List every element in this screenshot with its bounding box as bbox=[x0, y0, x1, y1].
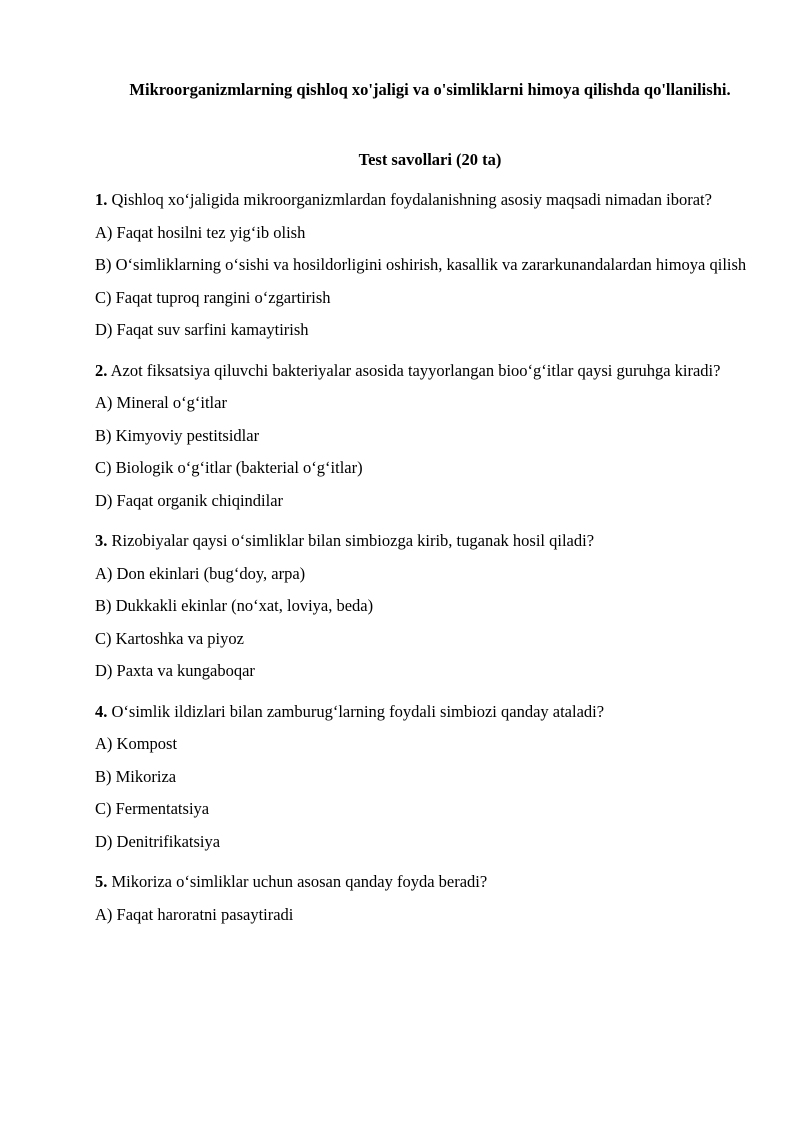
question-body: Rizobiyalar qaysi o‘simliklar bilan simbiozga kirib, tuganak hosil qiladi? bbox=[111, 531, 595, 550]
question-number: 2. bbox=[95, 360, 108, 380]
question-body: Azot fiksatsiya qiluvchi bakteriyalar asosida tayyorlangan bioo‘g‘itlar qaysi guruhga kiradi? bbox=[110, 360, 721, 380]
document-title: Mikroorganizmlarning qishloq xo'jaligi va o'simliklarni himoya qilishda qo'llanilishi. bbox=[129, 80, 731, 99]
answer-option: A) Kompost bbox=[95, 734, 178, 753]
answer-option: B) Dukkakli ekinlar (no‘xat, loviya, beda) bbox=[95, 596, 374, 615]
answer-option: B) Mikoriza bbox=[95, 766, 177, 786]
question-number: 5. bbox=[95, 872, 108, 891]
question-number: 4. bbox=[95, 701, 108, 721]
question-text bbox=[95, 866, 765, 899]
answer-option: C) Faqat tuproq rangini o‘zgartirish bbox=[95, 287, 331, 307]
answer-option: A) Mineral o‘g‘itlar bbox=[95, 393, 227, 412]
answer-option: D) Faqat suv sarfini kamaytirish bbox=[95, 320, 309, 339]
question-list bbox=[95, 184, 765, 939]
answer-option: C) Fermentatsiya bbox=[95, 799, 210, 818]
answer-option: C) Kartoshka va piyoz bbox=[95, 628, 244, 648]
question-item bbox=[95, 184, 765, 347]
question-text bbox=[95, 184, 765, 217]
question-item bbox=[95, 866, 765, 931]
question-body: Mikoriza o‘simliklar uchun asosan qanday foyda beradi? bbox=[111, 872, 488, 891]
question-item bbox=[95, 355, 765, 518]
question-text bbox=[95, 355, 765, 388]
answer-option: B) O‘simliklarning o‘sishi va hosildorligini oshirish, kasallik va zararkunandalardan himoya qilish bbox=[95, 255, 747, 274]
answer-option: A) Faqat hosilni tez yig‘ib olish bbox=[95, 222, 306, 242]
question-item bbox=[95, 696, 765, 859]
question-text bbox=[95, 696, 765, 729]
question-item bbox=[95, 525, 765, 688]
answer-option: C) Biologik o‘g‘itlar (bakterial o‘g‘itlar) bbox=[95, 458, 363, 477]
question-text bbox=[95, 525, 765, 558]
answer-option: A) Faqat haroratni pasaytiradi bbox=[95, 904, 294, 924]
answer-option: A) Don ekinlari (bug‘doy, arpa) bbox=[95, 563, 306, 583]
question-body: Qishloq xo‘jaligida mikroorganizmlardan foydalanishning asosiy maqsadi nimadan iborat? bbox=[111, 190, 712, 209]
answer-option: B) Kimyoviy pestitsidlar bbox=[95, 425, 260, 445]
answer-option: D) Paxta va kungaboqar bbox=[95, 661, 255, 680]
document-subtitle: Test savollari (20 ta) bbox=[358, 150, 502, 169]
answer-option: D) Faqat organik chiqindilar bbox=[95, 490, 284, 510]
question-body: O‘simlik ildizlari bilan zamburug‘larning foydali simbiozi qanday ataladi? bbox=[111, 701, 605, 721]
question-number: 3. bbox=[95, 531, 108, 550]
question-number: 1. bbox=[95, 190, 108, 209]
answer-option: D) Denitrifikatsiya bbox=[95, 831, 221, 851]
